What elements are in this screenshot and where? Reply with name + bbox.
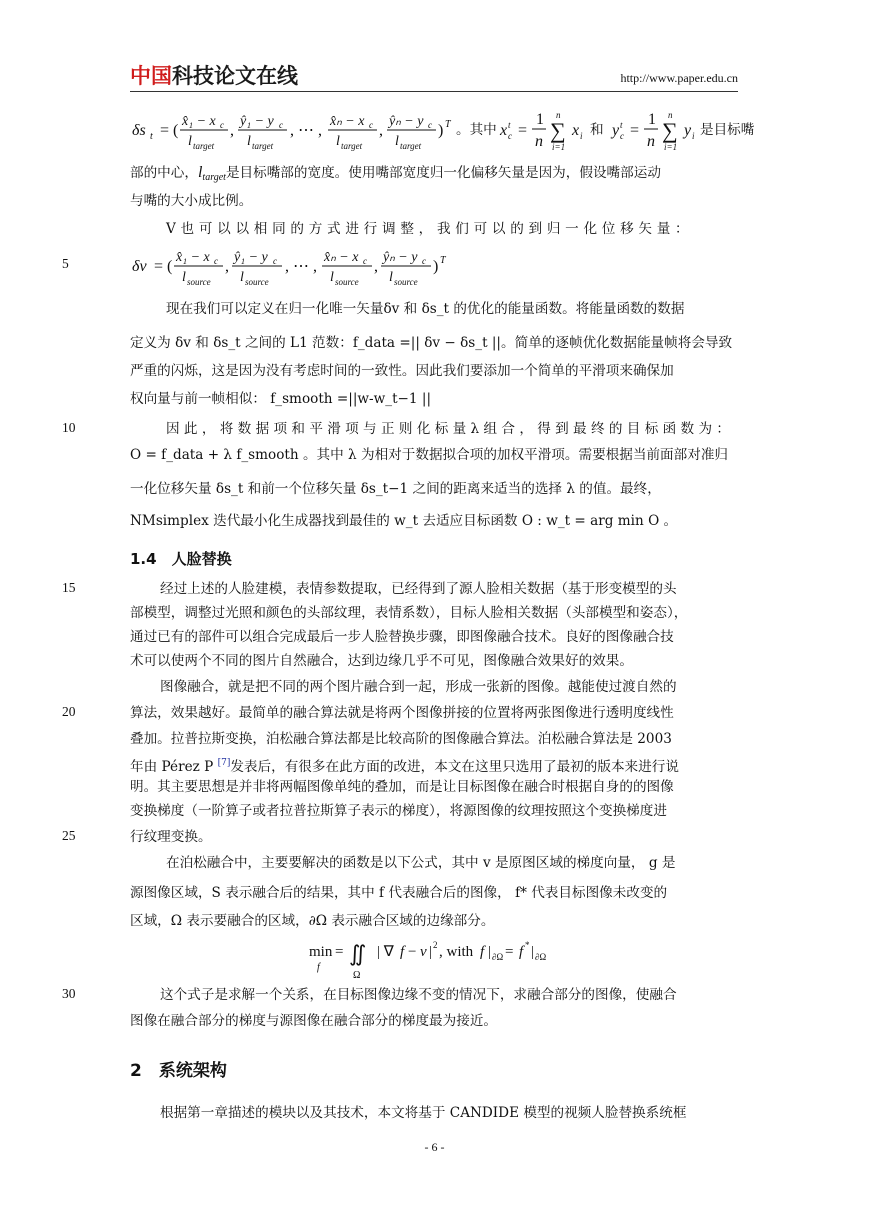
section-heading-2: 2 系统架构	[130, 1061, 227, 1081]
text-line-22	[130, 754, 738, 776]
svg-text:l: l	[247, 134, 251, 149]
header-rule	[130, 91, 738, 92]
svg-text:c: c	[279, 120, 283, 130]
svg-text:l: l	[389, 270, 393, 285]
svg-text:c: c	[273, 256, 277, 266]
svg-text:∬: ∬	[348, 941, 366, 966]
svg-text:source: source	[394, 277, 418, 287]
svg-text:=: =	[518, 122, 528, 139]
svg-text:ŷₙ − y: ŷₙ − y	[383, 250, 418, 265]
text-line-25: 行纹理变换。	[130, 829, 212, 845]
svg-text:l: l	[336, 134, 340, 149]
svg-text:−: −	[407, 944, 416, 960]
svg-text:n: n	[556, 110, 561, 120]
header-url[interactable]: http://www.paper.edu.cn	[620, 71, 738, 85]
svg-text:,: ,	[225, 258, 229, 275]
text-line-26: 在泊松融合中，主要要解决的函数是以下公式，其中 v 是原图区域的梯度向量， g 是	[166, 855, 676, 871]
line-number-20: 20	[62, 704, 76, 719]
logo-dark-text: 科技论文在线	[172, 64, 298, 88]
svg-text:i: i	[692, 131, 695, 141]
text-line-24: 变换梯度（一阶算子或者拉普拉斯算子表示的梯度），将源图像的纹理按照这个变换梯度进	[130, 803, 667, 819]
svg-text:n: n	[668, 110, 673, 120]
svg-text:T: T	[445, 119, 451, 130]
line22-a: 年由 Pérez P	[130, 759, 218, 775]
svg-text:y: y	[612, 122, 620, 139]
svg-text:| ∇: | ∇	[376, 944, 394, 960]
svg-text:ŷ₁ − y: ŷ₁ − y	[240, 114, 274, 129]
line2-a: 部的中心，	[130, 165, 198, 181]
text-line-2	[130, 164, 738, 187]
svg-text:i: i	[580, 131, 583, 141]
journal-logo	[130, 64, 298, 88]
page-header	[130, 64, 738, 90]
svg-text:x: x	[500, 122, 508, 139]
svg-text:n: n	[647, 133, 655, 150]
svg-text:δv: δv	[132, 258, 147, 275]
svg-text:l: l	[395, 134, 399, 149]
svg-text:δs: δs	[132, 122, 146, 139]
svg-text:source: source	[245, 277, 269, 287]
svg-text:f: f	[479, 944, 484, 960]
svg-text:T: T	[440, 255, 446, 266]
svg-text:target: target	[252, 141, 274, 151]
l-target-symbol: $l_{target}$	[197, 164, 226, 183]
line22-b: 发表后，有很多在此方面的改进，本文在这里只选用了最初的版本来进行说	[230, 759, 679, 775]
svg-text:∑: ∑	[662, 118, 678, 143]
svg-text:, with: , with	[438, 944, 473, 960]
svg-text:x̂₁ − x: x̂₁ − x	[182, 114, 216, 129]
text-line-4: V 也 可 以 以 相 同 的 方 式 进 行 调 整 ， 我 们 可 以 的 到 归 一 化 位 移 矢 量 ：	[166, 221, 689, 237]
svg-text:l: l	[240, 270, 244, 285]
svg-text:c: c	[428, 120, 432, 130]
svg-text:x̂ₙ − x: x̂ₙ − x	[330, 114, 365, 129]
equation-poisson-svg	[305, 936, 565, 980]
text-line-30: 这个式子是求解一个关系，在目标图像边缘不变的情况下，求融合部分的图像，使融合	[160, 987, 677, 1003]
text-line-33: 根据第一章描述的模块以及其技术，本文将基于 CANDIDE 模型的视频人脸替换系统框	[160, 1105, 687, 1121]
text-line-21: 叠加。拉普拉斯变换，泊松融合算法都是比较高阶的图像融合算法。泊松融合算法是 2003	[130, 731, 672, 747]
page-number: - 6 -	[424, 1140, 445, 1154]
text-line-18: 术可以使两个不同的图片自然融合，达到边缘几乎不可见，图像融合效果好的效果。	[130, 653, 633, 669]
svg-text:|: |	[428, 944, 432, 960]
svg-text:1: 1	[648, 111, 656, 128]
text-line-10: 因 此 ， 将 数 据 项 和 平 滑 项 与 正 则 化 标 量 λ 组 合 ， 得 到 最 终 的 目 标 函 数 为 ：	[166, 421, 730, 437]
svg-text:f: f	[518, 944, 523, 960]
svg-text:2: 2	[432, 940, 437, 950]
svg-text:=: =	[504, 944, 513, 960]
svg-text:x̂₁ − x: x̂₁ − x	[176, 250, 210, 265]
text-line-20: 算法，效果越好。最简单的融合算法就是将两个图像拼接的位置将两张图像进行透明度线性	[130, 705, 674, 721]
line-number-5: 5	[62, 256, 69, 271]
section-heading-1-4: 1.4 人脸替换	[130, 550, 232, 568]
svg-text:c: c	[508, 131, 512, 141]
equation-delta-s	[130, 108, 755, 152]
svg-text:c: c	[422, 256, 426, 266]
eq1-text-a: 。其中	[456, 122, 497, 138]
svg-text:target: target	[400, 141, 422, 151]
line-number-15: 15	[62, 580, 76, 595]
text-line-9: 权向量与前一帧相似： f_smooth =||w-w_t−1 ||	[130, 391, 432, 407]
svg-text:1: 1	[536, 111, 544, 128]
text-line-23: 明。其主要思想是并非将两幅图像单纯的叠加，而是让目标图像在融合时根据自身的的图像	[130, 779, 674, 795]
equation-delta-v	[130, 244, 738, 288]
svg-text:ŷ₁ − y: ŷ₁ − y	[234, 250, 268, 265]
logo-red-text: 中国	[130, 64, 172, 88]
svg-text:∂Ω: ∂Ω	[491, 952, 503, 962]
line-number-25: 25	[62, 828, 76, 843]
svg-text:c: c	[220, 120, 224, 130]
svg-text:t: t	[150, 131, 153, 142]
svg-text:f: f	[316, 962, 320, 973]
svg-text:i=1: i=1	[664, 142, 678, 152]
svg-text:target: target	[193, 141, 215, 151]
svg-text:c: c	[620, 131, 624, 141]
text-line-31: 图像在融合部分的梯度与源图像在融合部分的梯度最为接近。	[130, 1013, 498, 1029]
svg-text:x: x	[572, 122, 580, 139]
eq1-text-b: 和	[590, 122, 604, 138]
svg-text:c: c	[363, 256, 367, 266]
svg-text:target: target	[341, 141, 363, 151]
svg-text:,: ,	[374, 258, 378, 275]
svg-text:c: c	[369, 120, 373, 130]
svg-text:∂Ω: ∂Ω	[534, 952, 546, 962]
svg-text:source: source	[187, 277, 211, 287]
svg-text:i=1: i=1	[552, 142, 566, 152]
svg-text:v: v	[419, 944, 427, 960]
line-number-30: 30	[62, 986, 76, 1001]
svg-text:Ω: Ω	[352, 970, 360, 980]
svg-text:, ⋯ ,: , ⋯ ,	[285, 258, 317, 275]
svg-text:): )	[438, 122, 444, 139]
eq1-text-c: 是目标嘴	[700, 122, 755, 138]
text-line-19: 图像融合，就是把不同的两个图片融合到一起，形成一张新的图像。越能使过渡自然的	[160, 679, 677, 695]
svg-text:∑: ∑	[550, 118, 566, 143]
svg-text:min: min	[308, 944, 332, 960]
svg-text:l: l	[330, 270, 334, 285]
svg-text:t: t	[620, 120, 623, 130]
text-line-27: 源图像区域，S 表示融合后的结果，其中 f 代表融合后的图像， f* 代表目标图像未改变的	[130, 885, 668, 901]
svg-text:l: l	[188, 134, 192, 149]
svg-text:t: t	[508, 120, 511, 130]
svg-text:, ⋯ ,: , ⋯ ,	[290, 122, 322, 139]
svg-text:*: *	[524, 940, 529, 950]
svg-text:c: c	[214, 256, 218, 266]
svg-text:=: =	[334, 944, 343, 960]
svg-text:): )	[433, 258, 439, 275]
svg-text:n: n	[535, 133, 543, 150]
svg-text:,: ,	[379, 122, 383, 139]
text-line-3: 与嘴的大小成比例。	[130, 193, 253, 209]
equation-poisson	[0, 936, 869, 980]
svg-text:|: |	[487, 944, 491, 960]
line2-b: 是目标嘴部的宽度。使用嘴部宽度归一化偏移矢量是因为，假设嘴部运动	[225, 165, 661, 181]
svg-text:= (: = (	[154, 258, 173, 275]
svg-text:f: f	[399, 944, 404, 960]
text-line-28: 区域，Ω 表示要融合的区域，∂Ω 表示融合区域的边缘部分。	[130, 913, 495, 929]
line-number-10: 10	[62, 420, 76, 435]
svg-text:source: source	[335, 277, 359, 287]
text-line-12: 一化位移矢量 δs_t 和前一个位移矢量 δs_t−1 之间的距离来适当的选择 λ 的值。最终，	[130, 481, 661, 497]
svg-text:=: =	[630, 122, 640, 139]
text-line-16: 部模型，调整过光照和颜色的头部纹理，表情系数），目标人脸相关数据（头部模型和姿态），	[130, 605, 688, 621]
svg-text:ŷₙ − y: ŷₙ − y	[389, 114, 424, 129]
svg-text:y: y	[684, 122, 692, 139]
svg-text:l: l	[182, 270, 186, 285]
svg-text:x̂ₙ − x: x̂ₙ − x	[324, 250, 359, 265]
text-line-11: O = f_data + λ f_smooth 。其中 λ 为相对于数据拟合项的加权平滑项。需要根据当前面部对准归	[130, 447, 729, 463]
svg-text:,: ,	[230, 122, 234, 139]
svg-text:= (: = (	[160, 122, 179, 139]
citation-7[interactable]: [7]	[217, 758, 231, 768]
text-line-6: 现在我们可以定义在归一化唯一矢量δv 和 δs_t 的优化的能量函数。将能量函数的数据	[166, 301, 685, 317]
text-line-8: 严重的闪烁，这是因为没有考虑时间的一致性。因此我们要添加一个简单的平滑项来确保加	[130, 363, 674, 379]
text-line-15: 经过上述的人脸建模，表情参数提取，已经得到了源人脸相关数据（基于形变模型的头	[160, 581, 677, 597]
svg-text:|: |	[530, 944, 534, 960]
text-line-17: 通过已有的部件可以组合完成最后一步人脸替换步骤，即图像融合技术。良好的图像融合技	[130, 629, 674, 645]
text-line-13: NMsimplex 迭代最小化生成器找到最佳的 w_t 去适应目标函数 O : w_t = arg min O 。	[130, 513, 678, 529]
equation-delta-v-svg	[130, 244, 460, 288]
text-line-7: 定义为 δv 和 δs_t 之间的 L1 范数：f_data =|| δv − δs_t ||。简单的逐帧优化数据能量帧将会导致	[130, 335, 733, 351]
